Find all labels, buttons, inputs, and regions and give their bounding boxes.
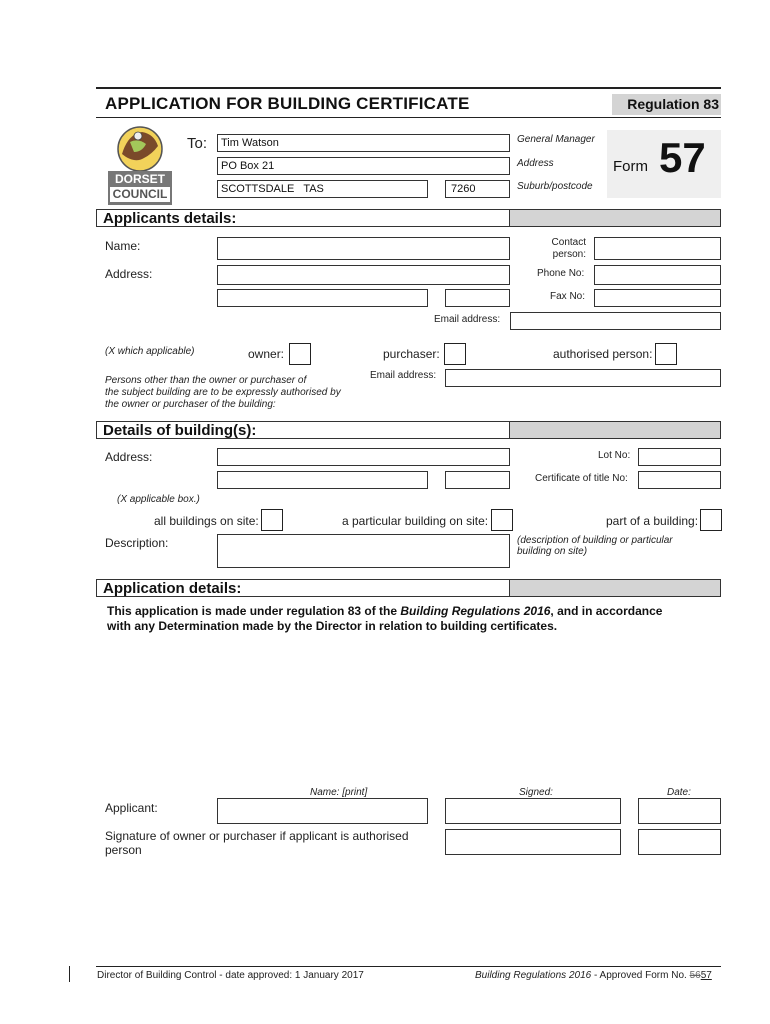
part-of-building-label: part of a building: <box>606 514 699 528</box>
applicants-heading: Applicants details: <box>103 210 237 227</box>
statement-part-1: This application is made under regulation 83 of the <box>107 604 401 618</box>
form-number: 57 <box>659 134 706 181</box>
applicant-date-field[interactable] <box>638 798 721 824</box>
applicant-name-print-field[interactable] <box>217 798 428 824</box>
header-shade <box>509 422 720 438</box>
footer-new-number: 57 <box>700 970 712 981</box>
fax-label: Fax No: <box>550 291 586 302</box>
council-logo <box>108 124 172 206</box>
statement-line-1 <box>107 604 727 619</box>
building-address-field-2[interactable] <box>217 471 428 489</box>
contact-label-line1: Contact <box>551 237 586 248</box>
auth-email-field[interactable] <box>445 369 721 387</box>
to-suburb-value: SCOTTSDALE TAS <box>221 183 324 195</box>
applicant-address-field-2[interactable] <box>217 289 428 307</box>
to-name-value: Tim Watson <box>221 137 279 149</box>
to-address-value: PO Box 21 <box>221 160 275 172</box>
name-print-caption: Name: [print] <box>310 787 368 798</box>
certificate-title-field[interactable] <box>638 471 721 489</box>
applicant-name-label: Name: <box>105 239 141 253</box>
footer-approved: - Approved Form No. <box>591 970 690 981</box>
applicant-postcode-field[interactable] <box>445 289 510 307</box>
regulation-label: Regulation 83 <box>627 96 719 112</box>
header-top-rule <box>96 87 721 89</box>
owner-signed-field[interactable] <box>445 829 621 855</box>
application-heading: Application details: <box>103 580 242 597</box>
form-title: APPLICATION FOR BUILDING CERTIFICATE <box>105 94 470 113</box>
purchaser-checkbox[interactable] <box>444 343 466 365</box>
building-postcode-field[interactable] <box>445 471 510 489</box>
all-buildings-label: all buildings on site: <box>154 514 259 528</box>
contact-label-line2: person: <box>552 249 586 260</box>
application-section-header <box>96 579 721 597</box>
statement-reg-title: Building Regulations 2016 <box>400 604 551 618</box>
form-number-box <box>607 130 721 198</box>
to-postcode-value: 7260 <box>451 183 476 195</box>
statement-part-2: , and in accordance <box>550 604 663 618</box>
owner-label: owner: <box>248 347 285 361</box>
applicant-address-label: Address: <box>105 267 153 281</box>
date-caption: Date: <box>667 787 691 798</box>
footer-left-mark <box>69 966 70 982</box>
regulation-label-box <box>612 94 721 115</box>
x-which-applicable: (X which applicable) <box>105 346 195 357</box>
authorised-person-checkbox[interactable] <box>655 343 677 365</box>
footer-right-text <box>475 970 712 981</box>
note-line-3: the owner or purchaser of the building: <box>105 399 276 410</box>
header-shade <box>509 580 720 596</box>
logo-emblem-icon <box>108 124 172 174</box>
form-word: Form <box>613 158 648 175</box>
application-statement <box>107 604 727 634</box>
lot-no-field[interactable] <box>638 448 721 466</box>
general-manager-caption: General Manager <box>517 134 595 145</box>
certificate-title-label: Certificate of title No: <box>535 473 628 484</box>
contact-person-field[interactable] <box>594 237 721 260</box>
purchaser-label: purchaser: <box>383 347 440 361</box>
note-line-2: the subject building are to be expressly authorised by <box>105 387 341 398</box>
footer-rule <box>96 966 721 967</box>
footer-reg-title: Building Regulations 2016 <box>475 970 592 981</box>
authorised-person-label: authorised person: <box>553 347 653 361</box>
applicant-signed-field[interactable] <box>445 798 621 824</box>
desc-note-line-2: building on site) <box>517 546 588 557</box>
logo-line-1: DORSET <box>114 172 165 186</box>
particular-building-checkbox[interactable] <box>491 509 513 531</box>
footer-old-number: 56 <box>689 970 701 981</box>
signed-caption: Signed: <box>519 787 553 798</box>
owner-date-field[interactable] <box>638 829 721 855</box>
applicant-name-field[interactable] <box>217 237 510 260</box>
phone-field[interactable] <box>594 265 721 285</box>
statement-line-2: with any Determination made by the Director in relation to building certificates. <box>107 619 558 633</box>
suburb-postcode-caption: Suburb/postcode <box>517 181 593 192</box>
part-of-building-checkbox[interactable] <box>700 509 722 531</box>
email-field[interactable] <box>510 312 721 330</box>
fax-field[interactable] <box>594 289 721 307</box>
phone-label: Phone No: <box>537 268 585 279</box>
logo-line-2: COUNCIL <box>110 187 170 202</box>
header-shade <box>509 210 720 226</box>
contact-person-label <box>520 237 586 261</box>
building-address-label: Address: <box>105 450 153 464</box>
applicant-label: Applicant: <box>105 801 158 815</box>
address-caption: Address <box>517 158 554 169</box>
desc-note-line-1: (description of building or particular <box>517 535 673 546</box>
footer-left-text: Director of Building Control - date approved: 1 January 2017 <box>97 970 364 981</box>
building-heading: Details of building(s): <box>103 422 257 439</box>
particular-building-label: a particular building on site: <box>342 514 489 528</box>
building-address-field-1[interactable] <box>217 448 510 466</box>
applicants-section-header <box>96 209 721 227</box>
authorisation-note <box>105 375 341 411</box>
applicant-address-field-1[interactable] <box>217 265 510 285</box>
all-buildings-checkbox[interactable] <box>261 509 283 531</box>
owner-signature-label <box>105 829 409 857</box>
description-label: Description: <box>105 536 169 550</box>
owner-sig-line-1: Signature of owner or purchaser if applicant is authorised <box>105 829 409 843</box>
email-label: Email address: <box>434 314 501 325</box>
lot-no-label: Lot No: <box>598 450 631 461</box>
description-note <box>517 535 673 557</box>
auth-email-label: Email address: <box>370 370 437 381</box>
header-bottom-rule <box>96 117 721 118</box>
note-line-1: Persons other than the owner or purchaser of <box>105 375 307 386</box>
description-field[interactable] <box>217 534 510 568</box>
to-label: To: <box>187 135 208 152</box>
building-section-header <box>96 421 721 439</box>
owner-sig-line-2: person <box>105 843 142 857</box>
logo-text-box <box>108 171 172 205</box>
x-applicable-box: (X applicable box.) <box>117 494 200 505</box>
owner-checkbox[interactable] <box>289 343 311 365</box>
